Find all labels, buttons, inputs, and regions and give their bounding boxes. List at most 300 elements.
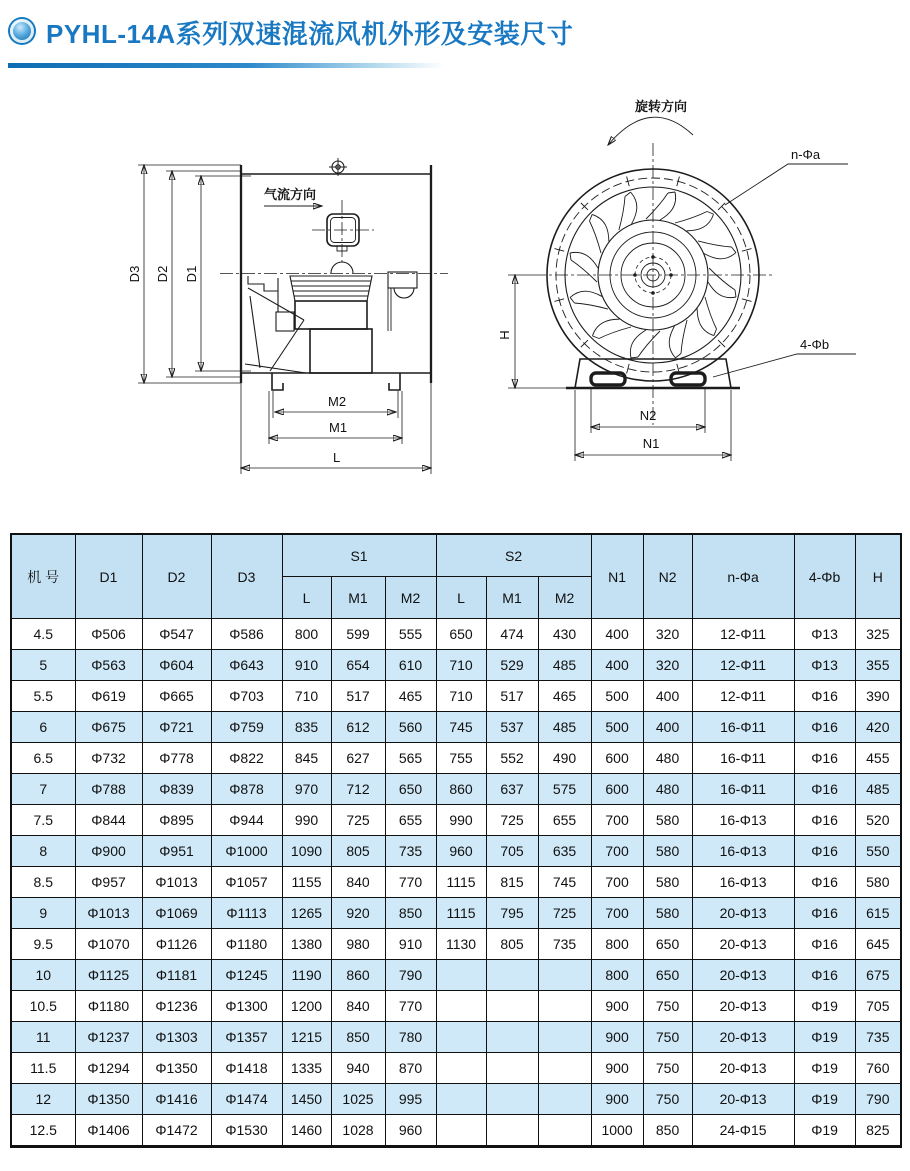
table-cell: 325 — [855, 619, 901, 650]
table-cell: 1450 — [282, 1084, 331, 1115]
table-cell: Φ16 — [794, 774, 855, 805]
table-cell: 735 — [385, 836, 436, 867]
table-cell: 627 — [331, 743, 385, 774]
table-cell: 705 — [855, 991, 901, 1022]
dimension-table — [10, 533, 902, 1148]
col-header-4-phi-b: 4-Φb — [794, 534, 855, 619]
table-cell: 850 — [331, 1022, 385, 1053]
table-cell — [436, 1022, 486, 1053]
table-cell: 9 — [11, 898, 75, 929]
table-cell: Φ1474 — [211, 1084, 282, 1115]
table-row — [11, 619, 901, 650]
table-cell: 560 — [385, 712, 436, 743]
table-cell — [538, 1022, 591, 1053]
col-header-s2: S2 — [436, 534, 591, 577]
table-cell: 6.5 — [11, 743, 75, 774]
table-cell: 5 — [11, 650, 75, 681]
table-cell: 10.5 — [11, 991, 75, 1022]
col-header-d1: D1 — [75, 534, 142, 619]
table-cell: 750 — [643, 1084, 692, 1115]
table-cell: 320 — [643, 619, 692, 650]
table-cell: 705 — [486, 836, 538, 867]
table-cell: Φ13 — [794, 650, 855, 681]
table-cell: 700 — [591, 805, 643, 836]
table-cell: 16-Φ11 — [692, 712, 794, 743]
table-cell: 710 — [282, 681, 331, 712]
table-cell: Φ1000 — [211, 836, 282, 867]
table-cell: 552 — [486, 743, 538, 774]
page-title: PYHL-14A系列双速混流风机外形及安装尺寸 — [46, 19, 574, 49]
dim-label-n2: N2 — [639, 408, 657, 423]
table-cell: 1155 — [282, 867, 331, 898]
table-cell: 840 — [331, 991, 385, 1022]
table-cell: Φ16 — [794, 681, 855, 712]
table-cell: Φ16 — [794, 743, 855, 774]
col-subheader-m1: M1 — [331, 577, 385, 619]
table-cell: Φ1057 — [211, 867, 282, 898]
table-cell: 430 — [538, 619, 591, 650]
table-cell: 550 — [855, 836, 901, 867]
foot-hole-callout-label: 4-Φb — [800, 337, 830, 352]
table-cell — [486, 960, 538, 991]
table-cell: Φ900 — [75, 836, 142, 867]
table-cell: 16-Φ13 — [692, 805, 794, 836]
table-cell: 480 — [643, 774, 692, 805]
table-cell: 1000 — [591, 1115, 643, 1147]
table-cell: Φ665 — [142, 681, 211, 712]
table-cell: 20-Φ13 — [692, 1084, 794, 1115]
table-cell — [538, 1053, 591, 1084]
table-cell: Φ547 — [142, 619, 211, 650]
table-cell: Φ16 — [794, 929, 855, 960]
table-cell: Φ586 — [211, 619, 282, 650]
table-cell: Φ604 — [142, 650, 211, 681]
table-cell: 615 — [855, 898, 901, 929]
table-cell: Φ944 — [211, 805, 282, 836]
table-cell: Φ1300 — [211, 991, 282, 1022]
airflow-direction-label: 气流方向 — [264, 187, 317, 202]
side-view-drawing — [108, 88, 480, 490]
col-header-s1: S1 — [282, 534, 436, 577]
table-cell: Φ1180 — [211, 929, 282, 960]
table-cell: 805 — [486, 929, 538, 960]
table-cell: Φ16 — [794, 898, 855, 929]
table-cell: 1115 — [436, 898, 486, 929]
table-cell — [436, 1084, 486, 1115]
table-cell — [486, 1053, 538, 1084]
table-cell: 580 — [643, 836, 692, 867]
table-cell: 580 — [643, 867, 692, 898]
table-cell: Φ19 — [794, 1115, 855, 1147]
table-cell: 750 — [643, 1053, 692, 1084]
table-cell: 755 — [436, 743, 486, 774]
table-cell: 910 — [385, 929, 436, 960]
table-cell: Φ1113 — [211, 898, 282, 929]
dim-label-d2: D2 — [155, 265, 170, 283]
table-cell: 900 — [591, 991, 643, 1022]
table-cell: 745 — [436, 712, 486, 743]
table-cell: 12-Φ11 — [692, 681, 794, 712]
table-cell: 4.5 — [11, 619, 75, 650]
table-cell: Φ675 — [75, 712, 142, 743]
table-cell: 400 — [643, 712, 692, 743]
col-header-n-phi-a: n-Φa — [692, 534, 794, 619]
table-row — [11, 743, 901, 774]
table-cell: 700 — [591, 836, 643, 867]
table-cell: 650 — [385, 774, 436, 805]
table-cell: 1025 — [331, 1084, 385, 1115]
table-cell: 610 — [385, 650, 436, 681]
table-cell: 455 — [855, 743, 901, 774]
table-cell: 760 — [855, 1053, 901, 1084]
table-cell: 745 — [538, 867, 591, 898]
table-cell: 20-Φ13 — [692, 991, 794, 1022]
table-cell: 655 — [385, 805, 436, 836]
table-cell: 650 — [643, 929, 692, 960]
table-cell — [436, 960, 486, 991]
table-cell: 995 — [385, 1084, 436, 1115]
table-cell: 520 — [855, 805, 901, 836]
table-cell: 870 — [385, 1053, 436, 1084]
table-cell: 390 — [855, 681, 901, 712]
table-cell: 825 — [855, 1115, 901, 1147]
bolt-circle-callout-label: n-Φa — [791, 147, 821, 162]
table-cell: Φ16 — [794, 836, 855, 867]
table-cell: 1380 — [282, 929, 331, 960]
col-subheader-m1: M1 — [486, 577, 538, 619]
table-cell: 770 — [385, 991, 436, 1022]
table-cell: 800 — [591, 929, 643, 960]
table-cell: Φ1013 — [142, 867, 211, 898]
table-cell: Φ1350 — [142, 1053, 211, 1084]
mounting-foot — [389, 373, 400, 390]
table-cell: Φ16 — [794, 960, 855, 991]
table-cell: 465 — [538, 681, 591, 712]
table-cell: 900 — [591, 1053, 643, 1084]
table-cell: 20-Φ13 — [692, 898, 794, 929]
table-cell: 16-Φ11 — [692, 743, 794, 774]
table-cell: 990 — [436, 805, 486, 836]
table-cell: 8.5 — [11, 867, 75, 898]
title-bar — [8, 14, 902, 54]
table-cell: Φ732 — [75, 743, 142, 774]
table-cell: 860 — [436, 774, 486, 805]
table-cell: Φ1294 — [75, 1053, 142, 1084]
table-cell: 529 — [486, 650, 538, 681]
table-cell: Φ957 — [75, 867, 142, 898]
table-cell: 420 — [855, 712, 901, 743]
table-cell: 655 — [538, 805, 591, 836]
table-cell — [538, 991, 591, 1022]
table-cell: 500 — [591, 712, 643, 743]
table-cell: 850 — [643, 1115, 692, 1147]
col-header-d2: D2 — [142, 534, 211, 619]
table-cell: Φ19 — [794, 1022, 855, 1053]
table-cell: 12-Φ11 — [692, 619, 794, 650]
table-cell — [538, 1115, 591, 1147]
table-cell: 1460 — [282, 1115, 331, 1147]
table-cell: Φ19 — [794, 1053, 855, 1084]
table-cell: 7.5 — [11, 805, 75, 836]
inlet-cone — [245, 276, 306, 373]
table-cell: 16-Φ13 — [692, 836, 794, 867]
table-cell: 12.5 — [11, 1115, 75, 1147]
col-subheader-m2: M2 — [538, 577, 591, 619]
table-cell: 850 — [385, 898, 436, 929]
table-cell: 960 — [436, 836, 486, 867]
table-cell: Φ895 — [142, 805, 211, 836]
table-cell: 710 — [436, 681, 486, 712]
table-cell: Φ788 — [75, 774, 142, 805]
table-cell: Φ844 — [75, 805, 142, 836]
table-cell: Φ506 — [75, 619, 142, 650]
table-cell: 700 — [591, 867, 643, 898]
table-cell: Φ721 — [142, 712, 211, 743]
table-row — [11, 805, 901, 836]
table-cell: 580 — [643, 898, 692, 929]
table-cell: Φ1416 — [142, 1084, 211, 1115]
table-cell: 10 — [11, 960, 75, 991]
table-cell: 650 — [436, 619, 486, 650]
table-cell: 970 — [282, 774, 331, 805]
table-cell: 8 — [11, 836, 75, 867]
table-cell: Φ19 — [794, 1084, 855, 1115]
table-cell: Φ703 — [211, 681, 282, 712]
table-cell: 600 — [591, 743, 643, 774]
table-row — [11, 1084, 901, 1115]
table-cell: 400 — [591, 619, 643, 650]
table-cell: 920 — [331, 898, 385, 929]
col-header-model: 机 号 — [11, 534, 75, 619]
table-cell: 910 — [282, 650, 331, 681]
table-cell — [436, 991, 486, 1022]
table-cell: Φ19 — [794, 991, 855, 1022]
table-cell: 725 — [486, 805, 538, 836]
table-cell: 480 — [643, 743, 692, 774]
col-header-d3: D3 — [211, 534, 282, 619]
table-cell: 815 — [486, 867, 538, 898]
table-cell: 835 — [282, 712, 331, 743]
table-cell: Φ1125 — [75, 960, 142, 991]
table-cell: 580 — [643, 805, 692, 836]
table-cell: 675 — [855, 960, 901, 991]
table-cell: 725 — [331, 805, 385, 836]
table-row — [11, 991, 901, 1022]
table-cell: Φ1472 — [142, 1115, 211, 1147]
terminal-box — [312, 200, 374, 262]
table-cell: 12 — [11, 1084, 75, 1115]
table-cell: 517 — [486, 681, 538, 712]
table-cell: 1090 — [282, 836, 331, 867]
table-cell: 840 — [331, 867, 385, 898]
table-cell: 355 — [855, 650, 901, 681]
table-cell: 1115 — [436, 867, 486, 898]
dim-label-m2: M2 — [328, 394, 347, 409]
table-cell: 800 — [591, 960, 643, 991]
table-cell: 845 — [282, 743, 331, 774]
col-header-n2: N2 — [643, 534, 692, 619]
table-cell: 612 — [331, 712, 385, 743]
foot-slot — [591, 373, 625, 385]
table-row — [11, 867, 901, 898]
col-header-n1: N1 — [591, 534, 643, 619]
bolt-circle-leader — [725, 164, 848, 205]
table-cell: 790 — [855, 1084, 901, 1115]
table-cell: 16-Φ11 — [692, 774, 794, 805]
table-cell: 1028 — [331, 1115, 385, 1147]
table-cell: 555 — [385, 619, 436, 650]
table-cell: Φ13 — [794, 619, 855, 650]
table-cell: Φ16 — [794, 712, 855, 743]
table-cell: Φ878 — [211, 774, 282, 805]
table-cell: 635 — [538, 836, 591, 867]
table-cell: 24-Φ15 — [692, 1115, 794, 1147]
table-cell: 485 — [855, 774, 901, 805]
table-cell: 9.5 — [11, 929, 75, 960]
table-cell: 650 — [643, 960, 692, 991]
table-cell: 490 — [538, 743, 591, 774]
table-cell: 20-Φ13 — [692, 1022, 794, 1053]
dim-label-l: L — [333, 450, 341, 465]
col-subheader-m2: M2 — [385, 577, 436, 619]
table-cell: 1265 — [282, 898, 331, 929]
table-cell: Φ1070 — [75, 929, 142, 960]
table-row — [11, 774, 901, 805]
table-cell: 1335 — [282, 1053, 331, 1084]
table-cell: 860 — [331, 960, 385, 991]
dimension-table-body — [11, 619, 901, 1147]
table-row — [11, 1115, 901, 1147]
table-cell: Φ1181 — [142, 960, 211, 991]
rotation-arrow — [608, 117, 693, 145]
table-cell — [436, 1053, 486, 1084]
table-cell — [486, 1022, 538, 1053]
table-cell: 500 — [591, 681, 643, 712]
table-cell: Φ1303 — [142, 1022, 211, 1053]
table-cell: 20-Φ13 — [692, 929, 794, 960]
foot-hole-leader — [713, 354, 856, 377]
dim-label-n1: N1 — [642, 436, 660, 451]
table-cell: 645 — [855, 929, 901, 960]
table-cell: 1215 — [282, 1022, 331, 1053]
table-cell: Φ1237 — [75, 1022, 142, 1053]
table-cell: Φ1180 — [75, 991, 142, 1022]
table-cell: 990 — [282, 805, 331, 836]
table-cell: Φ1406 — [75, 1115, 142, 1147]
front-view-drawing — [488, 83, 910, 493]
table-cell: 700 — [591, 898, 643, 929]
table-cell: Φ16 — [794, 867, 855, 898]
table-cell — [538, 960, 591, 991]
dim-label-d1: D1 — [184, 265, 199, 283]
table-cell: 725 — [538, 898, 591, 929]
table-cell: Φ1069 — [142, 898, 211, 929]
table-cell — [486, 1115, 538, 1147]
table-row — [11, 650, 901, 681]
table-cell: 11.5 — [11, 1053, 75, 1084]
dim-label-h: H — [497, 330, 512, 340]
dim-label-d3: D3 — [127, 265, 142, 283]
table-cell: 960 — [385, 1115, 436, 1147]
table-cell: 750 — [643, 1022, 692, 1053]
table-row — [11, 1022, 901, 1053]
outlet-bracket — [388, 272, 417, 331]
table-cell: Φ759 — [211, 712, 282, 743]
dim-label-m1: M1 — [329, 420, 348, 435]
table-cell: Φ563 — [75, 650, 142, 681]
table-row — [11, 929, 901, 960]
table-cell: 11 — [11, 1022, 75, 1053]
table-cell: 637 — [486, 774, 538, 805]
col-header-h: H — [855, 534, 901, 619]
table-cell: 485 — [538, 650, 591, 681]
table-cell: Φ1350 — [75, 1084, 142, 1115]
table-cell: 485 — [538, 712, 591, 743]
table-row — [11, 898, 901, 929]
title-bullet-icon — [10, 19, 34, 43]
table-cell: 600 — [591, 774, 643, 805]
table-cell: 770 — [385, 867, 436, 898]
table-cell: 710 — [436, 650, 486, 681]
table-cell: 900 — [591, 1084, 643, 1115]
table-cell: Φ1245 — [211, 960, 282, 991]
table-cell: 712 — [331, 774, 385, 805]
table-cell: Φ1126 — [142, 929, 211, 960]
table-cell: 780 — [385, 1022, 436, 1053]
table-cell: 940 — [331, 1053, 385, 1084]
table-cell: Φ1418 — [211, 1053, 282, 1084]
table-cell: 5.5 — [11, 681, 75, 712]
table-cell: Φ16 — [794, 805, 855, 836]
table-cell — [436, 1115, 486, 1147]
table-cell: Φ778 — [142, 743, 211, 774]
table-cell: 474 — [486, 619, 538, 650]
table-cell: 599 — [331, 619, 385, 650]
col-subheader-l: L — [436, 577, 486, 619]
table-cell: 900 — [591, 1022, 643, 1053]
table-cell: 16-Φ13 — [692, 867, 794, 898]
table-cell — [486, 1084, 538, 1115]
table-row — [11, 960, 901, 991]
motor-assembly — [290, 276, 372, 373]
table-cell: 400 — [643, 681, 692, 712]
table-cell: 1190 — [282, 960, 331, 991]
table-cell: 565 — [385, 743, 436, 774]
table-cell: 750 — [643, 991, 692, 1022]
table-cell — [538, 1084, 591, 1115]
col-subheader-l: L — [282, 577, 331, 619]
table-cell: 6 — [11, 712, 75, 743]
rotation-direction-label: 旋转方向 — [634, 99, 688, 114]
table-cell: 320 — [643, 650, 692, 681]
table-cell: 465 — [385, 681, 436, 712]
table-cell: 580 — [855, 867, 901, 898]
table-cell: 20-Φ13 — [692, 960, 794, 991]
table-cell: 654 — [331, 650, 385, 681]
table-cell: Φ1530 — [211, 1115, 282, 1147]
table-cell: 537 — [486, 712, 538, 743]
table-cell: Φ822 — [211, 743, 282, 774]
table-cell: Φ1357 — [211, 1022, 282, 1053]
table-cell: 980 — [331, 929, 385, 960]
table-header — [11, 534, 901, 619]
table-cell: 795 — [486, 898, 538, 929]
table-cell: 1130 — [436, 929, 486, 960]
table-cell: Φ951 — [142, 836, 211, 867]
table-cell: 7 — [11, 774, 75, 805]
table-cell: 735 — [538, 929, 591, 960]
table-cell: 575 — [538, 774, 591, 805]
